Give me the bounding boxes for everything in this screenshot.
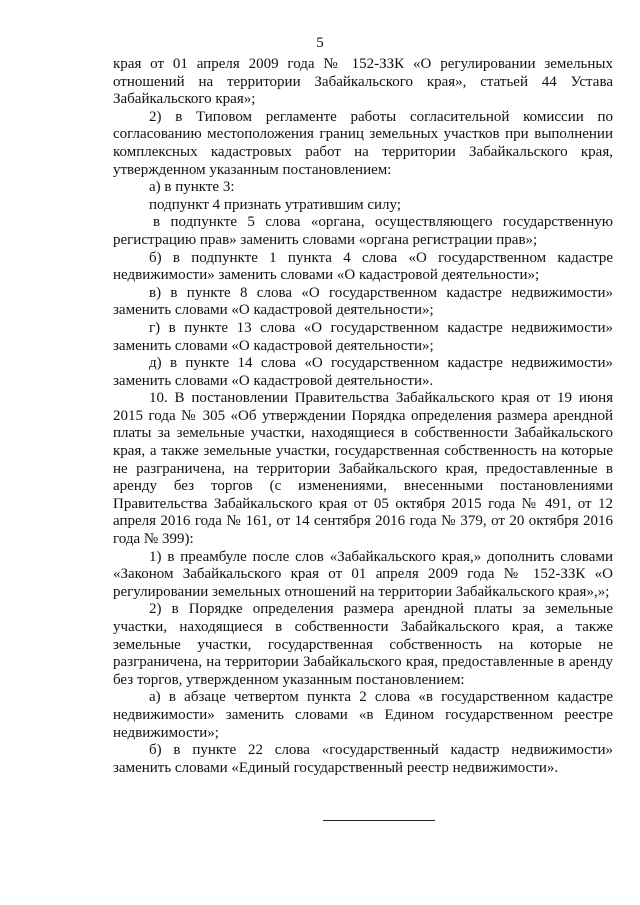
paragraph: подпункт 4 признать утратившим силу; xyxy=(149,196,401,213)
page-number: 5 xyxy=(316,35,324,51)
paragraph: а) в пункте 3: xyxy=(149,179,235,196)
paragraph: 10. В постановлении Правительства Забайкальского края от 19 июня 2015 года № 305 «Об утверждении Порядка определения размера арендной платы за земельные участки, находящиеся в собственности Забайкальского края, а также земельные участки, государственная собственность на которые не разграничена, на территории Забайкальского края, предоставленные в аренду без торгов (с изменениями, внесенными постановлениями Правительства Забайкальского края от 05 октября 2015 года № 491, от 12 апреля 2016 года № 161, от 14 сентября 2016 года № 379, от 20 октября 2016 года № 399): xyxy=(113,390,613,548)
paragraph: 2) в Порядке определения размера арендной платы за земельные участки, находящиеся в собственности Забайкальского края, а также земельные участки, государственная собственность на которые не разграничена, на территории Забайкальского края, предоставленные в аренду без торгов, утвержденном указанным постановлением: xyxy=(113,601,613,688)
paragraph: 2) в Типовом регламенте работы согласительной комиссии по согласованию местоположения границ земельных участков при выполнении комплексных кадастровых работ на территории Забайкальского края, утвержденном указанным постановлением: xyxy=(113,108,613,178)
paragraph: а) в абзаце четвертом пункта 2 слова «в государственном кадастре недвижимости» заменить словами «в Едином государственном реестре недвижимости»; xyxy=(113,689,613,741)
paragraph: 1) в преамбуле после слов «Забайкальского края,» дополнить словами «Законом Забайкальского края от 01 апреля 2009 года № 152-ЗЗК «О регулировании земельных отношений на территории Забайкальского края»,»; xyxy=(113,548,613,600)
paragraph: б) в подпункте 1 пункта 4 слова «О государственном кадастре недвижимости» заменить словами «О кадастровой деятельности»; xyxy=(113,249,613,284)
paragraph: д) в пункте 14 слова «О государственном кадастре недвижимости» заменить словами «О кадастровой деятельности». xyxy=(113,355,613,389)
paragraph: края от 01 апреля 2009 года № 152-ЗЗК «О регулировании земельных отношений на территории Забайкальского края», статьей 44 Устава Забайкальского края»; xyxy=(113,56,613,108)
paragraph: г) в пункте 13 слова «О государственном кадастре недвижимости» заменить словами «О кадастровой деятельности»; xyxy=(113,319,613,354)
closing-rule xyxy=(323,820,435,821)
paragraph: в) в пункте 8 слова «О государственном кадастре недвижимости» заменить словами «О кадастровой деятельности»; xyxy=(113,284,613,319)
paragraph: б) в пункте 22 слова «государственный кадастр недвижимости» заменить словами «Единый государственный реестр недвижимости». xyxy=(113,742,613,776)
document-body xyxy=(113,56,613,777)
paragraph: в подпункте 5 слова «органа, осуществляющего государственную регистрацию прав» заменить словами «органа регистрации прав»; xyxy=(113,214,613,248)
